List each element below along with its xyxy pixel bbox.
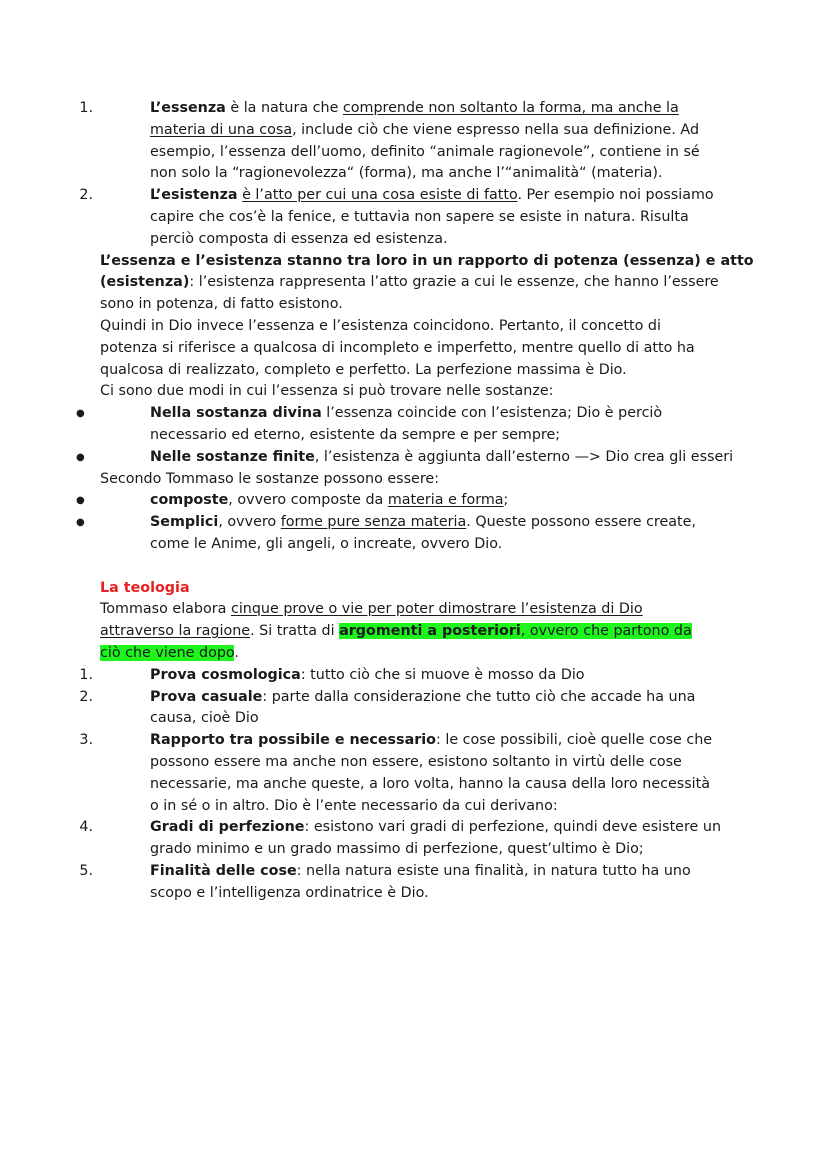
list-item	[76, 403, 740, 447]
text: . Per esempio noi possiamo	[517, 187, 714, 204]
text-line: o in sé o in altro. Dio è l’ente necessario da cui derivano:	[150, 797, 558, 814]
list-marker: 5.	[79, 862, 93, 879]
numbered-list-proofs	[79, 665, 740, 905]
bold-text: L’essenza e l’esistenza stanno tra loro in un rapporto di potenza (essenza) e atto	[100, 252, 754, 269]
text-line: esempio, l’essenza dell’uomo, definito “animale ragionevole”, contiene in sé	[150, 143, 700, 160]
list-marker: 2.	[79, 688, 93, 705]
text: l’essenza coincide con l’esistenza; Dio è perciò	[321, 405, 663, 422]
text: .	[234, 644, 239, 661]
underlined-text: è l’atto per cui una cosa esiste di fatto	[242, 187, 518, 204]
section-heading: La teologia	[100, 579, 190, 596]
list-marker: 3.	[79, 732, 93, 749]
text-line: grado minimo e un grado massimo di perfezione, quest’ultimo è Dio;	[150, 841, 644, 858]
term-bold: Prova cosmologica	[150, 666, 301, 683]
underlined-text: forme pure senza materia	[280, 514, 467, 531]
text: : nella natura esiste una finalità, in natura tutto ha uno	[296, 862, 691, 879]
text-line: come le Anime, gli angeli, o increate, ovvero Dio.	[150, 535, 503, 552]
underlined-text: cinque prove o vie per poter dimostrare l’esistenza di Dio	[230, 601, 643, 618]
term-bold: Rapporto tra possibile e necessario	[150, 732, 436, 749]
text: : l’esistenza rappresenta l’atto grazie a cui le essenze, che hanno l’essere	[189, 274, 719, 291]
text-line: necessario ed eterno, esistente da sempre e per sempre;	[150, 426, 561, 443]
text-line: perciò composta di essenza ed esistenza.	[150, 230, 448, 247]
term-bold: composte	[150, 492, 229, 509]
term-bold: L’essenza	[150, 100, 226, 116]
text-line: scopo e l’intelligenza ordinatrice è Dio.	[150, 884, 429, 901]
list-item	[79, 185, 740, 250]
list-item	[79, 687, 740, 731]
spacer	[100, 556, 740, 578]
term-bold: L’esistenza	[150, 187, 238, 204]
text-line: qualcosa di realizzato, completo e perfetto. La perfezione massima è Dio.	[100, 361, 627, 378]
paragraph-intro	[100, 599, 740, 664]
text-line: sono in potenza, di fatto esistono.	[100, 296, 343, 313]
text-line: Ci sono due modi in cui l’essenza si può trovare nelle sostanze:	[100, 383, 554, 400]
list-item	[79, 98, 740, 185]
list-item	[76, 490, 740, 512]
list-marker: 1.	[79, 666, 93, 683]
text: , l’esistenza è aggiunta dall’esterno —> Dio crea gli esseri	[314, 448, 734, 465]
bold-text: (esistenza)	[100, 274, 190, 291]
list-item	[79, 665, 740, 687]
text-line: Quindi in Dio invece l’essenza e l’esistenza coincidono. Pertanto, il concetto di	[100, 317, 661, 334]
numbered-list-essence	[79, 98, 740, 251]
term-bold: Finalità delle cose	[150, 862, 297, 879]
text: : parte dalla considerazione che tutto ciò che accade ha una	[262, 688, 696, 705]
term-bold: Semplici	[150, 514, 219, 531]
bullet-icon: ●	[76, 495, 85, 507]
text: , ovvero che partono da	[520, 623, 692, 640]
text-line: potenza si riferisce a qualcosa di incompleto e imperfetto, mentre quello di atto ha	[100, 339, 695, 356]
text: ;	[503, 492, 509, 509]
bullet-icon: ●	[76, 451, 85, 463]
text: : tutto ciò che si muove è mosso da Dio	[300, 666, 585, 683]
highlighted-text: ciò che viene dopo	[100, 644, 235, 661]
text: : le cose possibili, cioè quelle cose che	[436, 732, 713, 749]
term-bold: Prova casuale	[150, 688, 263, 705]
text: , ovvero composte da	[228, 492, 388, 509]
list-item	[79, 817, 740, 861]
term-bold: Gradi di perfezione	[150, 819, 305, 836]
list-item	[76, 447, 740, 469]
bullet-list-types	[76, 490, 740, 555]
list-marker: 1.	[79, 100, 93, 116]
bullet-icon: ●	[76, 408, 85, 420]
text: , include ciò che viene espresso nella sua definizione. Ad	[292, 121, 700, 138]
text: : esistono vari gradi di perfezione, quindi deve esistere un	[304, 819, 722, 836]
term-bold: Nelle sostanze finite	[150, 448, 315, 465]
text: Tommaso elabora	[100, 601, 231, 618]
text-line: possono essere ma anche non essere, esistono soltanto in virtù delle cose	[150, 753, 682, 770]
bold-text: argomenti a posteriori	[339, 623, 521, 640]
underlined-text: materia di una cosa	[150, 121, 293, 138]
text: . Queste possono essere create,	[466, 514, 696, 531]
text-line: capire che cos’è la fenice, e tuttavia non sapere se esiste in natura. Risulta	[150, 208, 689, 225]
paragraph-god	[100, 316, 740, 403]
bullet-icon: ●	[76, 517, 85, 529]
underlined-text: comprende non soltanto la forma, ma anche la	[342, 100, 679, 116]
text-line: causa, cioè Dio	[150, 710, 259, 727]
list-marker: 4.	[79, 819, 93, 836]
text: , ovvero	[218, 514, 281, 531]
text-line: non solo la “ragionevolezza“ (forma), ma anche l’“animalità“ (materia).	[150, 165, 663, 182]
highlighted-text	[339, 623, 692, 639]
term-bold: Nella sostanza divina	[150, 405, 322, 422]
paragraph-potency-act	[100, 251, 754, 316]
text: è la natura che	[225, 100, 343, 116]
text: . Si tratta di	[250, 623, 340, 640]
list-item	[79, 730, 740, 817]
text-line: necessarie, ma anche queste, a loro volta, hanno la causa della loro necessità	[150, 775, 711, 792]
list-marker: 2.	[79, 187, 93, 204]
text-line: Secondo Tommaso le sostanze possono essere:	[100, 470, 440, 487]
bullet-list-substances	[76, 403, 740, 468]
underlined-text: materia e forma	[387, 492, 504, 509]
list-item	[79, 861, 740, 905]
list-item	[76, 512, 740, 556]
document-page	[76, 98, 754, 904]
underlined-text: attraverso la ragione	[100, 623, 251, 640]
